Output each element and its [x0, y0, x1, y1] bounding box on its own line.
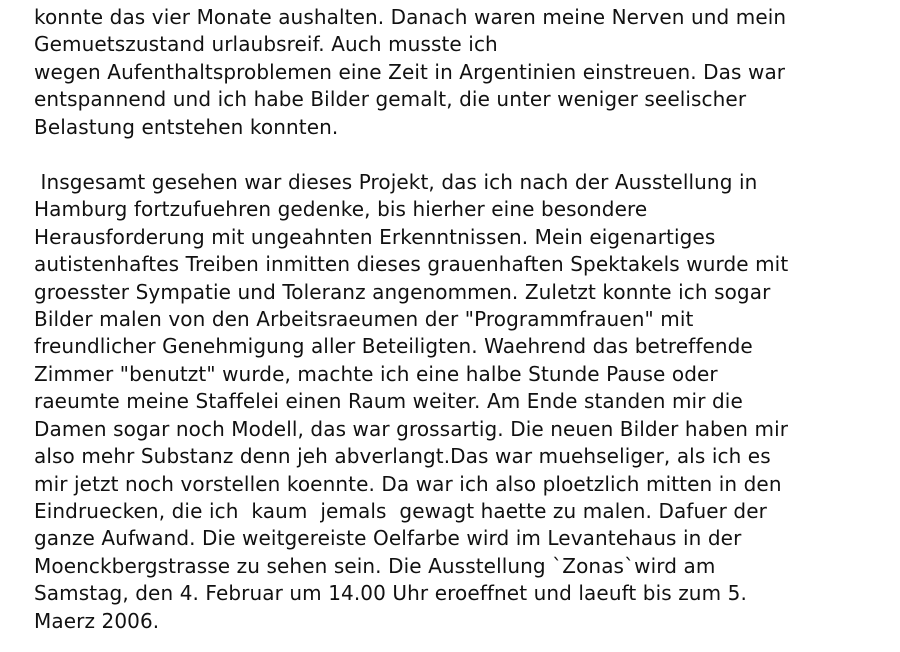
- text-line: mir jetzt noch vorstellen koennte. Da war ich also ploetzlich mitten in den: [34, 471, 782, 496]
- text-line: groesster Sympatie und Toleranz angenommen. Zuletzt konnte ich sogar: [34, 279, 771, 304]
- text-line: Samstag, den 4. Februar um 14.00 Uhr eroeffnet und laeuft bis zum 5.: [34, 581, 747, 606]
- text-line: Eindruecken, die ich kaum jemals gewagt haette zu malen. Dafuer der: [34, 498, 767, 523]
- text-line: Hamburg fortzufuehren gedenke, bis hierher eine besondere: [34, 197, 648, 222]
- text-line: Maerz 2006.: [34, 608, 160, 633]
- text-line: also mehr Substanz denn jeh abverlangt.Das war muehseliger, als ich es: [34, 444, 771, 469]
- text-line: Zimmer "benutzt" wurde, machte ich eine halbe Stunde Pause oder: [34, 361, 718, 386]
- text-line: Insgesamt gesehen war dieses Projekt, das ich nach der Ausstellung in: [34, 170, 758, 195]
- text-line: konnte das vier Monate aushalten. Danach waren meine Nerven und mein: [34, 5, 787, 29]
- text-line: wegen Aufenthaltsproblemen eine Zeit in Argentinien einstreuen. Das war: [34, 59, 786, 84]
- paragraph-1: [34, 4, 894, 141]
- text-line: ganze Aufwand. Die weitgereiste Oelfarbe wird im Levantehaus in der: [34, 526, 742, 551]
- text-line: Bilder malen von den Arbeitsraeumen der "Programmfrauen" mit: [34, 307, 694, 332]
- text-line: Gemuetszustand urlaubsreif. Auch musste ich: [34, 32, 498, 57]
- text-line: freundlicher Genehmigung aller Beteiligten. Waehrend das betreffende: [34, 334, 753, 359]
- text-line: Damen sogar noch Modell, das war grossartig. Die neuen Bilder haben mir: [34, 416, 789, 441]
- text-line: Herausforderung mit ungeahnten Erkenntnissen. Mein eigenartiges: [34, 224, 716, 249]
- text-line: entspannend und ich habe Bilder gemalt, die unter weniger seelischer: [34, 87, 747, 112]
- text-line: Moenckbergstrasse zu sehen sein. Die Ausstellung `Zonas`wird am: [34, 553, 716, 578]
- paragraph-gap: [34, 141, 894, 169]
- text-line: raeumte meine Staffelei einen Raum weiter. Am Ende standen mir die: [34, 389, 743, 414]
- document-body: [34, 4, 894, 635]
- text-line: autistenhaftes Treiben inmitten dieses grauenhaften Spektakels wurde mit: [34, 252, 789, 277]
- paragraph-2: [34, 169, 894, 635]
- text-line: Belastung entstehen konnten.: [34, 114, 339, 139]
